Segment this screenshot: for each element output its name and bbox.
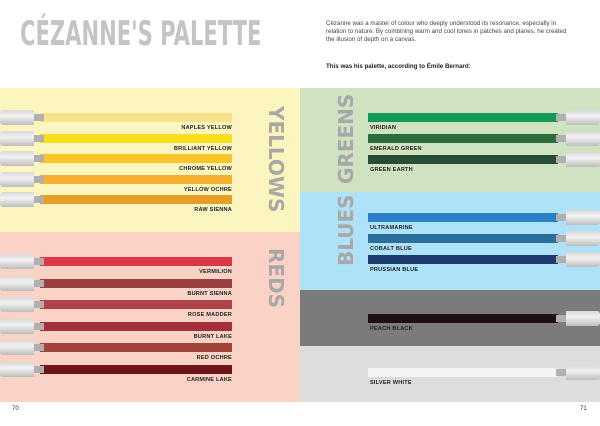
paint-tube-icon xyxy=(0,151,44,166)
color-label: BRILLIANT YELLOW xyxy=(173,145,232,152)
paint-tube-icon xyxy=(0,110,44,125)
color-label: YELLOW OCHRE xyxy=(183,186,232,193)
color-label: PEACH BLACK xyxy=(370,326,413,332)
color-band-silver-white xyxy=(368,368,558,377)
color-band-carmine-lake xyxy=(40,365,232,374)
paint-tube-icon xyxy=(0,319,44,334)
color-band-rose-madder xyxy=(40,300,232,309)
paint-tube-icon xyxy=(0,131,44,146)
blues-heading: BLUES xyxy=(334,194,358,266)
color-label: SILVER WHITE xyxy=(370,380,412,386)
paint-tube-icon xyxy=(0,340,44,355)
color-band-vermilion xyxy=(40,257,232,266)
paint-tube-icon xyxy=(0,192,44,207)
color-band-ultramarine xyxy=(368,213,558,222)
color-label: ULTRAMARINE xyxy=(370,225,413,231)
color-band-chrome-yellow xyxy=(40,154,232,163)
color-band-yellow-ochre xyxy=(40,175,232,184)
paint-tube-icon xyxy=(556,131,600,146)
page-number-right: 71 xyxy=(580,406,587,412)
paint-tube-icon xyxy=(0,172,44,187)
page-title: CÉZANNE'S PALETTE xyxy=(20,14,262,54)
paint-tube-icon xyxy=(556,110,600,125)
color-band-cobalt-blue xyxy=(368,234,558,243)
paint-tube-icon xyxy=(556,152,600,167)
paint-tube-icon xyxy=(556,365,600,380)
color-label: NAPLES YELLOW xyxy=(181,125,232,131)
color-band-brilliant-yellow xyxy=(40,134,232,143)
color-label: VIRIDIAN xyxy=(370,125,397,131)
reds-heading: REDS xyxy=(264,248,288,309)
paint-tube-icon xyxy=(556,210,600,225)
color-label: CARMINE LAKE xyxy=(186,376,232,383)
paint-tube-icon xyxy=(0,297,44,312)
greens-heading: GREENS xyxy=(334,93,358,184)
paint-tube-icon xyxy=(0,276,44,291)
color-band-green-earth xyxy=(368,155,558,164)
page-number-left: 70 xyxy=(12,406,19,412)
paint-tube-icon xyxy=(0,254,44,269)
color-band-emerald-green xyxy=(368,134,558,143)
color-label: RED OCHRE xyxy=(196,355,232,361)
color-band-prussian-blue xyxy=(368,255,558,264)
intro-subheading: This was his palette, according to Émile Bernard: xyxy=(326,63,471,70)
color-band-naples-yellow xyxy=(40,113,232,122)
color-band-peach-black xyxy=(368,314,558,323)
intro-text: Cézanne was a master of colour who deeply understood its resonance, especially in relation to nature. By combining warm and cool tones in patches and planes, he created the illusion of depth on a canvas. xyxy=(326,20,567,43)
color-label: RAW SIENNA xyxy=(194,207,232,213)
yellows-heading: YELLOWS xyxy=(264,106,288,213)
color-label: GREEN EARTH xyxy=(370,167,413,173)
paint-tube-icon xyxy=(556,252,600,267)
color-label: BURNT LAKE xyxy=(193,333,232,340)
color-band-burnt-sienna xyxy=(40,279,232,288)
color-label: VERMILION xyxy=(199,269,232,275)
color-label: COBALT BLUE xyxy=(370,246,412,252)
paint-tube-icon xyxy=(556,311,600,326)
paint-tube-icon xyxy=(0,362,44,377)
color-label: BURNT SIENNA xyxy=(187,290,232,297)
color-band-raw-sienna xyxy=(40,195,232,204)
color-label: ROSE MADDER xyxy=(187,312,232,318)
color-label: CHROME YELLOW xyxy=(179,166,232,172)
color-band-viridian xyxy=(368,113,558,122)
color-label: EMERALD GREEN xyxy=(370,146,422,152)
color-band-red-ochre xyxy=(40,343,232,352)
paint-tube-icon xyxy=(556,231,600,246)
color-label: PRUSSIAN BLUE xyxy=(370,267,419,273)
color-band-burnt-lake xyxy=(40,322,232,331)
